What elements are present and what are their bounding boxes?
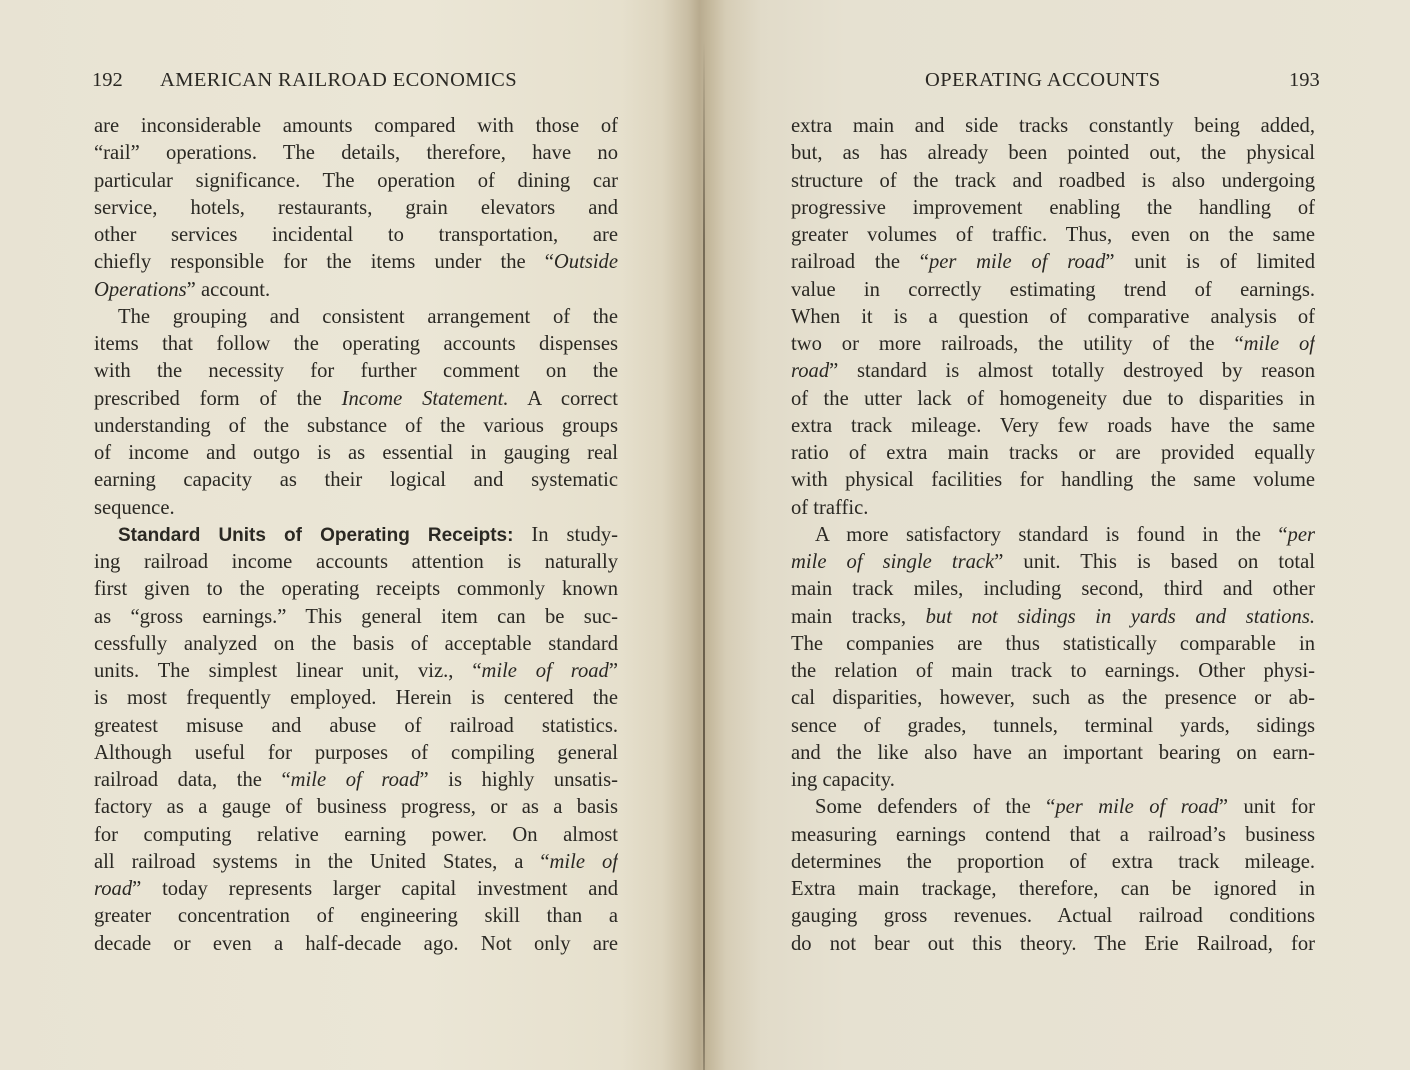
text-run: ” is highly unsatis- [419,769,618,791]
text-line [791,249,1315,276]
text-line: earning capacity as their logical and systematic [94,469,618,492]
text-line: service, hotels, restaurants, grain elevators and [94,196,618,219]
italic-run: mile of [1243,333,1315,355]
italic-run: mile of single track [791,551,995,573]
text-line: of the utter lack of homogeneity due to disparities in [791,387,1315,410]
text-line: “rail” operations. The details, therefore, have no [94,142,618,165]
text-run: ” account. [186,278,271,301]
text-run: A correct [508,387,618,410]
text-line [94,522,618,549]
text-run: all railroad systems in the United States, a “ [94,850,550,873]
text-line: structure of the track and roadbed is also undergoing [791,169,1315,192]
text-line [94,277,618,304]
page-number-left: 192 [92,69,123,91]
text-run: chiefly responsible for the items under the “ [94,251,554,274]
text-run: ” [608,660,618,682]
running-head-right: OPERATING ACCOUNTS [925,69,1161,91]
text-run: ” unit. This is based on total [994,551,1315,573]
text-line [791,522,1315,549]
text-line [791,549,1315,576]
text-line: and the like also have an important bearing on earn- [791,741,1315,764]
text-line [791,604,1315,631]
text-line: with the necessity for further comment on the [94,360,618,383]
text-line: but, as has already been pointed out, the physical [791,142,1315,165]
right-page [705,0,1410,1070]
text-line: greater concentration of engineering skill than a [94,905,618,928]
left-page [0,0,703,1070]
text-line: main track miles, including second, third and other [791,578,1315,601]
italic-run: Income Statement. [341,387,509,410]
text-line: with physical facilities for handling the same volume [791,469,1315,492]
text-line [94,849,618,876]
text-run: Some defenders of the “ [815,796,1056,819]
italic-run: road [94,878,133,900]
text-line [94,876,618,903]
italic-run: mile of road [290,769,420,791]
text-line [791,358,1315,385]
text-line [94,249,618,276]
right-page-body [791,113,1315,958]
italic-run: per mile of road [928,251,1106,274]
section-heading: Standard Units of Operating Receipts: [118,524,514,546]
text-line: other services incidental to transportation, are [94,224,618,246]
text-line: gauging gross revenues. Actual railroad conditions [791,905,1315,928]
text-run: A more satisfactory standard is found in the “ [815,523,1288,546]
italic-run: per [1287,523,1315,546]
text-line: greater volumes of traffic. Thus, even on the same [791,224,1315,246]
text-line: cessfully analyzed on the basis of acceptable standard [94,632,618,655]
text-line: first given to the operating receipts commonly known [94,578,618,601]
text-line: determines the proportion of extra track mileage. [791,850,1315,873]
text-line: progressive improvement enabling the handling of [791,196,1315,219]
text-line: ing railroad income accounts attention is naturally [94,551,618,573]
text-line: greatest misuse and abuse of railroad statistics. [94,714,618,737]
left-page-body [94,113,618,958]
text-run: railroad data, the “ [94,769,291,791]
text-line: are inconsiderable amounts compared with those of [94,115,618,137]
text-run: ” unit for [1218,796,1315,819]
text-line: ratio of extra main tracks or are provided equally [791,442,1315,464]
running-head-left: AMERICAN RAILROAD ECONOMICS [160,69,518,91]
text-line: for computing relative earning power. On almost [94,823,618,846]
text-line: When it is a question of comparative analysis of [791,305,1315,328]
text-line: Extra main trackage, therefore, can be ignored in [791,878,1315,900]
text-run: ” unit is of limited [1105,251,1315,274]
text-line: value in correctly estimating trend of earnings. [791,278,1315,301]
italic-run: road [791,360,830,383]
text-line: ing capacity. [791,769,895,791]
italic-run: Operations [94,278,187,301]
text-line: sequence. [94,496,175,519]
text-line [94,658,618,685]
text-line: sence of grades, tunnels, terminal yards, sidings [791,714,1315,737]
page-number-right: 193 [1289,69,1320,91]
text-run: ” today represents larger capital investment and [132,878,618,900]
italic-run: per mile of road [1055,796,1219,819]
text-line: of income and outgo is as essential in gauging real [94,442,618,464]
text-line: particular significance. The operation of dining car [94,169,618,192]
text-run: railroad the “ [791,251,929,274]
text-line: do not bear out this theory. The Erie Railroad, for [791,932,1315,955]
italic-run: mile of [549,850,618,873]
text-line: understanding of the substance of the various groups [94,414,618,437]
text-run: two or more railroads, the utility of the “ [791,333,1244,355]
text-line: factory as a gauge of business progress, or as a basis [94,796,618,819]
text-run: main tracks, [791,605,926,628]
text-line: extra main and side tracks constantly being added, [791,115,1315,137]
text-line [791,794,1315,821]
text-line: cal disparities, however, such as the presence or ab- [791,687,1315,710]
text-line: as “gross earnings.” This general item can be suc- [94,605,618,628]
text-line: extra track mileage. Very few roads have the same [791,414,1315,437]
text-line: items that follow the operating accounts dispenses [94,333,618,355]
text-line: measuring earnings contend that a railroad’s business [791,823,1315,846]
italic-run: mile of road [481,660,609,682]
text-line: The grouping and consistent arrangement of the [118,305,618,328]
text-line: of traffic. [791,496,869,519]
text-line: the relation of main track to earnings. Other physi- [791,660,1315,682]
text-run: prescribed form of the [94,387,342,410]
text-line: Although useful for purposes of compiling general [94,741,618,764]
text-run: units. The simplest linear unit, viz., “ [94,660,482,682]
text-line: The companies are thus statistically comparable in [791,632,1315,655]
text-line [94,767,618,794]
text-run: In study- [513,523,618,546]
text-line: is most frequently employed. Herein is centered the [94,687,618,710]
text-line: decade or even a half-decade ago. Not only are [94,932,618,955]
italic-run: but not sidings in yards and stations. [925,605,1315,628]
text-run: ” standard is almost totally destroyed by reason [829,360,1315,383]
italic-run: Outside [553,251,618,274]
text-line [791,331,1315,358]
text-line [94,386,618,413]
